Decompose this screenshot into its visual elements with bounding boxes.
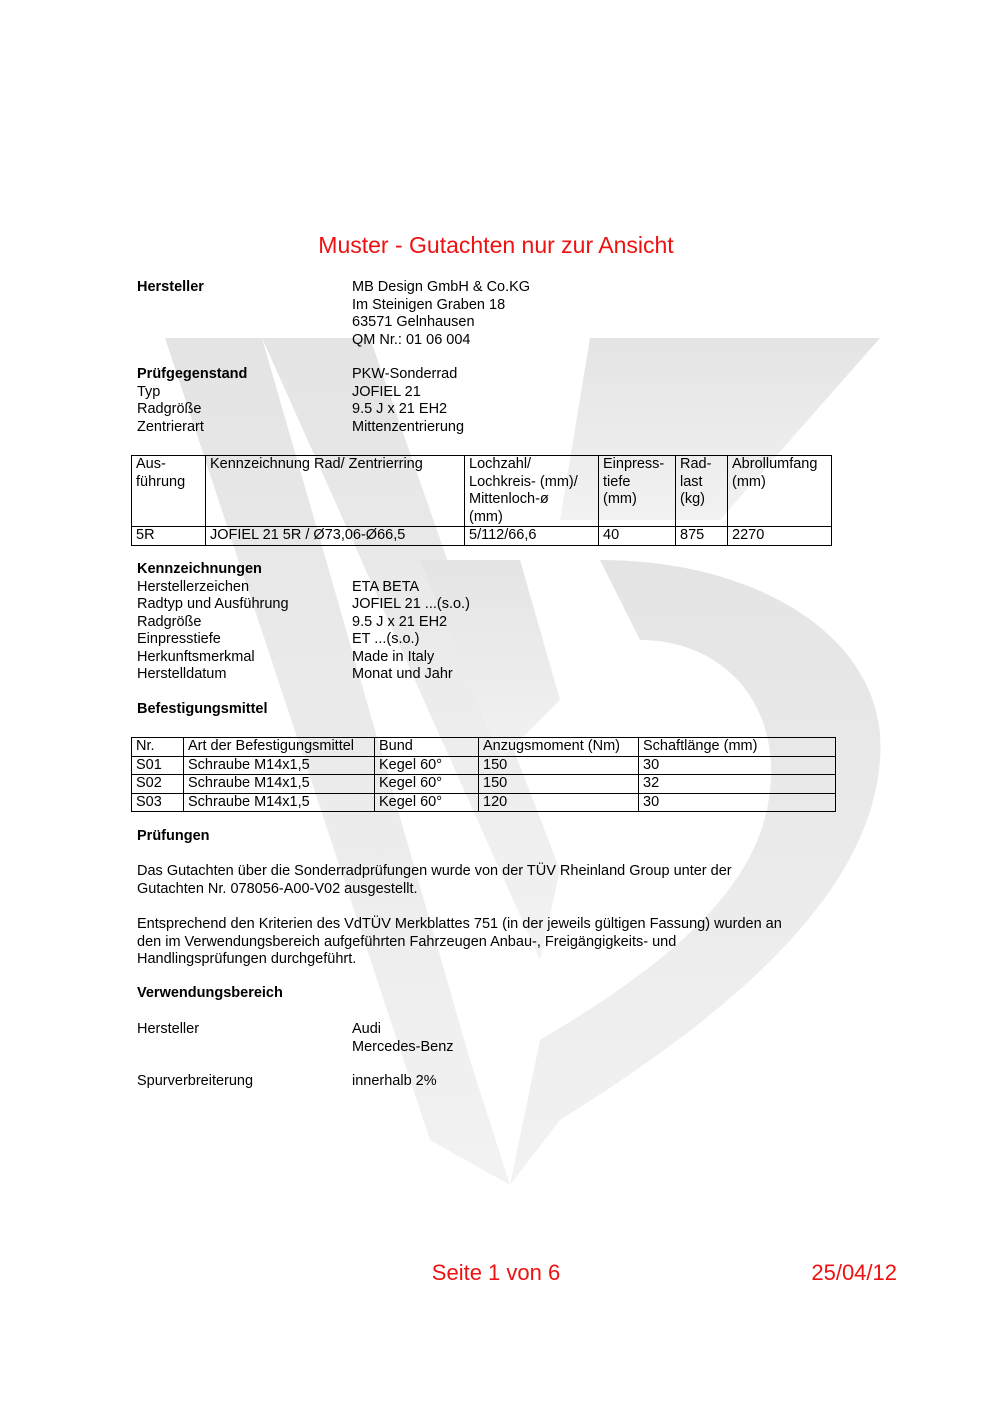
pruefgegenstand-labels — [137, 366, 247, 436]
kennzeichnungen-labels — [137, 561, 289, 684]
pruefgegenstand-values — [352, 366, 464, 436]
verwendung-hersteller-label: Hersteller — [137, 1021, 200, 1037]
document-date: 25/04/12 — [811, 1260, 897, 1285]
table-cell: 40 — [599, 527, 676, 546]
table-cell: Schraube M14x1,5 — [184, 756, 375, 775]
table-header-cell: Lochzahl/ Lochkreis- (mm)/ Mittenloch-ø (mm) — [465, 456, 599, 527]
hersteller-label: Hersteller — [137, 279, 204, 295]
page-number: Seite 1 von 6 — [431, 1260, 561, 1285]
table-row — [132, 793, 836, 812]
paragraph-line: Handlingsprüfungen durchgeführt. — [137, 951, 357, 967]
kennzeichnung-value: ETA BETA — [352, 578, 420, 595]
table-cell: Schraube M14x1,5 — [184, 793, 375, 812]
table-header-cell: Bund — [375, 738, 479, 757]
kennzeichnung-label: Herstellerzeichen — [137, 578, 250, 595]
table-header-cell: Schaftlänge (mm) — [639, 738, 836, 757]
table-cell: S03 — [132, 793, 184, 812]
table-row — [132, 775, 836, 794]
pruefgegenstand-label: Prüfgegenstand — [137, 366, 248, 382]
table-cell: S01 — [132, 756, 184, 775]
vehicle-manufacturer: Mercedes-Benz — [352, 1038, 454, 1055]
table-cell: 2270 — [728, 527, 832, 546]
hersteller-line: 63571 Gelnhausen — [352, 314, 475, 330]
table-cell: 30 — [639, 793, 836, 812]
table-header-cell: Art der Befestigungsmittel — [184, 738, 375, 757]
pruefgegenstand-value: PKW-Sonderrad — [352, 366, 458, 382]
document-title: Muster - Gutachten nur zur Ansicht — [318, 232, 674, 258]
zentrierart-value: Mittenzentrierung — [352, 418, 465, 435]
hersteller-address — [352, 279, 530, 349]
table-cell: JOFIEL 21 5R / Ø73,06-Ø66,5 — [206, 527, 465, 546]
table-cell: S02 — [132, 775, 184, 794]
pruefungen-paragraph-2 — [137, 916, 837, 969]
table-row — [132, 756, 836, 775]
pruefungen-paragraph-1 — [137, 863, 837, 898]
kennzeichnung-label: Herstelldatum — [137, 666, 227, 682]
table-header-cell: Anzugsmoment (Nm) — [479, 738, 639, 757]
table-header-cell: Rad- last (kg) — [676, 456, 728, 527]
spurverbreiterung-label: Spurverbreiterung — [137, 1073, 254, 1089]
table-cell: 150 — [479, 775, 639, 794]
befestigung-heading: Befestigungsmittel — [137, 701, 268, 717]
table-header-row — [132, 456, 832, 527]
table-cell: Kegel 60° — [375, 756, 479, 775]
befestigung-table — [131, 737, 836, 812]
table-cell: 120 — [479, 793, 639, 812]
paragraph-line: Das Gutachten über die Sonderradprüfungen wurde von der TÜV Rheinland Group unter der — [137, 863, 732, 879]
kennzeichnung-value: ET ...(s.o.) — [352, 631, 420, 647]
typ-value: JOFIEL 21 — [352, 383, 421, 400]
kennzeichnungen-values — [352, 579, 470, 684]
typ-label: Typ — [137, 383, 161, 400]
table-cell: 150 — [479, 756, 639, 775]
hersteller-line: Im Steinigen Graben 18 — [352, 296, 506, 313]
paragraph-line: Entsprechend den Kriterien des VdTÜV Merkblattes 751 (in der jeweils gültigen Fassung) wurden an — [137, 916, 782, 932]
table-header-cell: Einpress- tiefe (mm) — [599, 456, 676, 527]
radgroesse-label: Radgröße — [137, 401, 202, 417]
kennzeichnung-value: JOFIEL 21 ...(s.o.) — [352, 596, 470, 612]
table-header-cell: Aus- führung — [132, 456, 206, 527]
table-cell: Kegel 60° — [375, 775, 479, 794]
wheel-table — [131, 455, 832, 546]
hersteller-line: MB Design GmbH & Co.KG — [352, 279, 531, 295]
verwendungsbereich-heading: Verwendungsbereich — [137, 985, 283, 1001]
hersteller-line: QM Nr.: 01 06 004 — [352, 331, 471, 348]
kennzeichnung-value: Made in Italy — [352, 648, 435, 665]
radgroesse-value: 9.5 J x 21 EH2 — [352, 401, 448, 417]
verwendung-hersteller-values — [352, 1021, 454, 1056]
kennzeichnungen-heading: Kennzeichnungen — [137, 561, 262, 577]
table-cell: 32 — [639, 775, 836, 794]
table-row — [132, 527, 832, 546]
table-cell: Schraube M14x1,5 — [184, 775, 375, 794]
spurverbreiterung-value: innerhalb 2% — [352, 1073, 437, 1089]
table-cell: Kegel 60° — [375, 793, 479, 812]
paragraph-line: den im Verwendungsbereich aufgeführten Fahrzeugen Anbau-, Freigängigkeits- und — [137, 933, 677, 950]
kennzeichnung-value: Monat und Jahr — [352, 666, 453, 682]
kennzeichnung-label: Einpresstiefe — [137, 631, 221, 647]
paragraph-line: Gutachten Nr. 078056-A00-V02 ausgestellt. — [137, 880, 418, 897]
zentrierart-label: Zentrierart — [137, 418, 204, 435]
table-cell: 5/112/66,6 — [465, 527, 599, 546]
table-cell: 30 — [639, 756, 836, 775]
table-cell: 5R — [132, 527, 206, 546]
table-cell: 875 — [676, 527, 728, 546]
table-header-row — [132, 738, 836, 757]
vehicle-manufacturer: Audi — [352, 1021, 382, 1037]
kennzeichnung-label: Herkunftsmerkmal — [137, 648, 255, 665]
pruefungen-heading: Prüfungen — [137, 828, 210, 844]
kennzeichnung-label: Radtyp und Ausführung — [137, 596, 289, 612]
kennzeichnung-value: 9.5 J x 21 EH2 — [352, 613, 448, 630]
kennzeichnung-label: Radgröße — [137, 613, 202, 630]
table-header-cell: Abrollumfang (mm) — [728, 456, 832, 527]
table-header-cell: Kennzeichnung Rad/ Zentrierring — [206, 456, 465, 527]
table-header-cell: Nr. — [132, 738, 184, 757]
